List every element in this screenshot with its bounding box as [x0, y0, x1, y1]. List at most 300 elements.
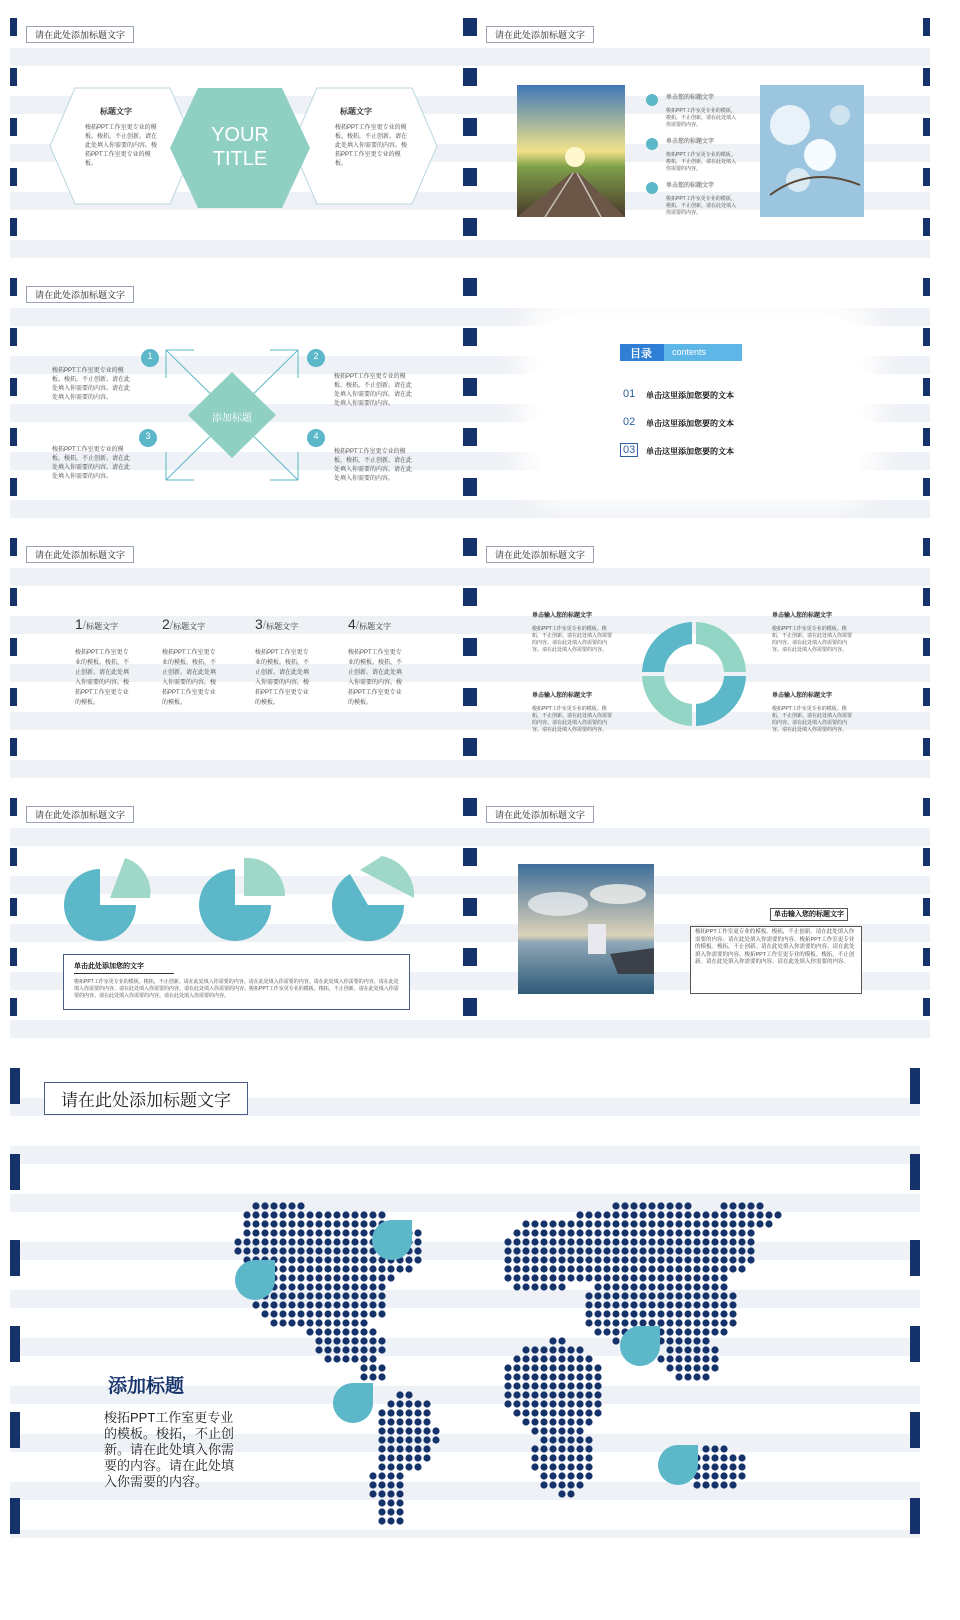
slide-toc[interactable]	[470, 278, 930, 518]
map-dot	[729, 1238, 736, 1245]
map-dot	[594, 1229, 601, 1236]
map-dot	[576, 1445, 583, 1452]
map-dot	[594, 1265, 601, 1272]
map-dot	[684, 1265, 691, 1272]
map-dot	[720, 1328, 727, 1335]
map-dot	[585, 1256, 592, 1263]
map-dot	[333, 1247, 340, 1254]
map-dot	[594, 1220, 601, 1227]
map-dot	[720, 1463, 727, 1470]
map-dot	[657, 1238, 664, 1245]
slide-diamond-cross[interactable]	[10, 278, 470, 518]
right-hex-body: 梭拓PPT工作室更专业的模板。梭拓，不止创新。请在此处填入你需要的内容。梭拓PPT工作室更专业的模板。	[335, 125, 408, 167]
map-dot	[324, 1256, 331, 1263]
map-dot	[378, 1283, 385, 1290]
map-dot	[306, 1247, 313, 1254]
map-dot	[702, 1337, 709, 1344]
map-dot	[693, 1274, 700, 1281]
map-dot	[594, 1382, 601, 1389]
map-dot	[540, 1274, 547, 1281]
map-dot	[648, 1292, 655, 1299]
map-dot	[693, 1292, 700, 1299]
map-dot	[297, 1310, 304, 1317]
map-dot	[612, 1238, 619, 1245]
map-dot	[666, 1256, 673, 1263]
map-dot	[603, 1310, 610, 1317]
map-dot	[333, 1355, 340, 1362]
map-dot	[558, 1256, 565, 1263]
map-dot	[648, 1247, 655, 1254]
map-dot	[729, 1463, 736, 1470]
map-dot	[612, 1301, 619, 1308]
map-dot	[261, 1301, 268, 1308]
map-dot	[567, 1427, 574, 1434]
map-dot	[666, 1346, 673, 1353]
map-dot	[540, 1463, 547, 1470]
map-dot	[360, 1328, 367, 1335]
pie-shape	[332, 856, 414, 941]
map-dot	[576, 1373, 583, 1380]
map-dot	[576, 1355, 583, 1362]
map-dot	[324, 1301, 331, 1308]
map-dot	[657, 1256, 664, 1263]
map-dot	[675, 1292, 682, 1299]
map-dot	[666, 1310, 673, 1317]
toc-item[interactable]: 单击这里添加您要的文本	[646, 447, 734, 456]
slide-edge-bar	[923, 798, 930, 1038]
map-dot	[315, 1337, 322, 1344]
map-dot	[738, 1211, 745, 1218]
map-dot	[657, 1229, 664, 1236]
map-dot	[360, 1364, 367, 1371]
column-item: 4/标题文字 梭拓PPT工作室更专业的模板。梭拓，不止创新。请在此处填入你需要的内容。梭拓PPT工作室更专业的模板。	[348, 616, 403, 706]
map-dot	[324, 1274, 331, 1281]
list-item-body: 梭拓PPT工作室更专业的模板。梭拓，不止创新。请在此处填入你需要的内容。	[666, 108, 737, 128]
map-dot	[738, 1229, 745, 1236]
map-dot	[324, 1265, 331, 1272]
map-dot	[315, 1247, 322, 1254]
map-dot	[387, 1409, 394, 1416]
block-title: 单击输入您的标题文字	[772, 693, 833, 699]
slide-edge-bar	[463, 538, 470, 778]
map-dot	[720, 1445, 727, 1452]
map-dot	[720, 1265, 727, 1272]
block-title: 单击输入您的标题文字	[532, 693, 593, 699]
block-body: 梭拓PPT工作室更专业的模板。梭拓，不止创新。请在此处填入你需要的内容。请在此处填入你需要的内容。请在此处填入你需要的内容。	[772, 626, 853, 653]
map-dot	[540, 1256, 547, 1263]
map-dot	[279, 1319, 286, 1326]
map-dot	[711, 1265, 718, 1272]
map-dot	[360, 1292, 367, 1299]
slide-edge-bar	[470, 538, 477, 778]
map-dot	[369, 1337, 376, 1344]
map-dot	[324, 1283, 331, 1290]
map-dot	[558, 1463, 565, 1470]
map-dot	[378, 1490, 385, 1497]
toc-num: 02	[623, 416, 636, 428]
map-dot	[351, 1310, 358, 1317]
map-dot	[288, 1274, 295, 1281]
map-dot	[675, 1265, 682, 1272]
map-dot	[315, 1220, 322, 1227]
map-dot	[342, 1310, 349, 1317]
map-dot	[558, 1265, 565, 1272]
map-dot	[621, 1247, 628, 1254]
map-dot	[621, 1202, 628, 1209]
map-dot	[333, 1337, 340, 1344]
map-dot	[351, 1256, 358, 1263]
map-dot	[342, 1274, 349, 1281]
column-body: 梭拓PPT工作室更专业的模板。梭拓，不止创新。请在此处填入你需要的内容。梭拓PPT工作室更专业的模板。	[255, 650, 310, 706]
map-dot	[333, 1301, 340, 1308]
map-dot	[702, 1265, 709, 1272]
map-dot	[702, 1229, 709, 1236]
map-dot	[342, 1247, 349, 1254]
map-dot	[252, 1229, 259, 1236]
map-dot	[729, 1319, 736, 1326]
map-dot	[729, 1301, 736, 1308]
map-dot	[279, 1247, 286, 1254]
map-dot	[576, 1247, 583, 1254]
map-dot	[711, 1472, 718, 1479]
text-box-rule	[74, 973, 174, 974]
map-dot	[288, 1301, 295, 1308]
map-dot	[567, 1472, 574, 1479]
map-dot	[540, 1391, 547, 1398]
map-dot	[567, 1418, 574, 1425]
map-dot	[387, 1427, 394, 1434]
map-dot	[630, 1229, 637, 1236]
map-dot	[738, 1454, 745, 1461]
map-dot	[558, 1481, 565, 1488]
map-dot	[531, 1427, 538, 1434]
map-dot	[684, 1247, 691, 1254]
map-dot	[630, 1238, 637, 1245]
map-dot	[549, 1220, 556, 1227]
map-dot	[540, 1265, 547, 1272]
map-dot	[612, 1211, 619, 1218]
map-dot	[738, 1463, 745, 1470]
map-dot	[711, 1283, 718, 1290]
map-dot	[666, 1265, 673, 1272]
map-dot	[288, 1283, 295, 1290]
slide-photo-text[interactable]	[470, 798, 930, 1038]
map-dot	[594, 1247, 601, 1254]
map-dot	[639, 1274, 646, 1281]
map-dot	[288, 1229, 295, 1236]
map-dot	[297, 1202, 304, 1209]
map-dot	[522, 1346, 529, 1353]
map-dot	[549, 1400, 556, 1407]
map-dot	[666, 1274, 673, 1281]
map-dot	[288, 1247, 295, 1254]
badge-number: 1	[147, 351, 153, 361]
map-dot	[612, 1247, 619, 1254]
map-dot	[270, 1319, 277, 1326]
map-dot	[513, 1283, 520, 1290]
map-dot	[315, 1256, 322, 1263]
map-dot	[270, 1292, 277, 1299]
map-dot	[324, 1229, 331, 1236]
map-dot	[549, 1274, 556, 1281]
map-dot	[252, 1211, 259, 1218]
map-dot	[261, 1229, 268, 1236]
map-dot	[729, 1202, 736, 1209]
map-dot	[729, 1454, 736, 1461]
slide-photos-list[interactable]	[470, 18, 930, 258]
map-dot	[261, 1220, 268, 1227]
text-box-title: 单击此处添加您的文字	[74, 963, 144, 970]
map-dot	[567, 1247, 574, 1254]
map-dot	[387, 1490, 394, 1497]
map-dot	[567, 1454, 574, 1461]
map-dot	[378, 1211, 385, 1218]
map-dot	[423, 1400, 430, 1407]
slide-header-title[interactable]: 请在此处添加标题文字	[26, 806, 134, 823]
map-dot	[306, 1328, 313, 1335]
map-dot	[558, 1409, 565, 1416]
map-dot	[711, 1445, 718, 1452]
map-dot	[279, 1202, 286, 1209]
map-dot	[540, 1346, 547, 1353]
slide-header-title[interactable]: 请在此处添加标题文字	[26, 26, 134, 43]
map-dot	[666, 1229, 673, 1236]
map-dot	[702, 1328, 709, 1335]
railway-photo	[517, 85, 625, 217]
map-dot	[324, 1247, 331, 1254]
map-dot	[387, 1508, 394, 1515]
map-dot	[378, 1436, 385, 1443]
map-dot	[666, 1211, 673, 1218]
map-dot	[639, 1202, 646, 1209]
map-dot	[549, 1256, 556, 1263]
map-dot	[378, 1265, 385, 1272]
column-item: 1/标题文字 梭拓PPT工作室更专业的模板。梭拓，不止创新。请在此处填入你需要的内容。梭拓PPT工作室更专业的模板。	[75, 616, 130, 706]
map-dot	[522, 1238, 529, 1245]
map-dot	[684, 1283, 691, 1290]
map-dot	[657, 1202, 664, 1209]
map-dot	[288, 1238, 295, 1245]
map-dot	[711, 1301, 718, 1308]
map-dot	[675, 1247, 682, 1254]
map-dot	[396, 1508, 403, 1515]
map-dot	[558, 1382, 565, 1389]
map-dot	[702, 1301, 709, 1308]
toc-item[interactable]: 单击这里添加您要的文本	[646, 391, 734, 400]
map-dot	[576, 1229, 583, 1236]
slide-header-title[interactable]: 请在此处添加标题文字	[486, 546, 594, 563]
list-item-title: 单击您的标题文字	[666, 139, 715, 145]
map-dot	[288, 1292, 295, 1299]
map-dot	[504, 1382, 511, 1389]
slide-header-title[interactable]: 请在此处添加标题文字	[486, 26, 594, 43]
map-dot	[675, 1337, 682, 1344]
map-dot	[297, 1220, 304, 1227]
map-dot	[639, 1238, 646, 1245]
map-dot	[369, 1481, 376, 1488]
badge-number: 2	[313, 351, 319, 361]
map-dot	[585, 1292, 592, 1299]
map-dot	[396, 1400, 403, 1407]
map-dot	[756, 1211, 763, 1218]
map-dot	[657, 1292, 664, 1299]
slide-edge-bar	[470, 798, 477, 1038]
map-dot	[567, 1229, 574, 1236]
map-dot	[396, 1499, 403, 1506]
slide-header-title[interactable]: 请在此处添加标题文字	[26, 286, 134, 303]
map-dot	[396, 1409, 403, 1416]
map-dot	[432, 1436, 439, 1443]
map-dot	[261, 1202, 268, 1209]
slide-hexagon-title[interactable]	[10, 18, 470, 258]
map-dot	[684, 1301, 691, 1308]
map-dot	[531, 1238, 538, 1245]
map-dot	[612, 1337, 619, 1344]
map-dot	[351, 1265, 358, 1272]
map-dot	[639, 1229, 646, 1236]
toc-title: 目录	[630, 348, 652, 360]
column-title: 标题文字	[266, 622, 299, 631]
map-dot	[414, 1436, 421, 1443]
map-dot	[576, 1472, 583, 1479]
map-dot	[711, 1292, 718, 1299]
map-dot	[540, 1355, 547, 1362]
map-dot	[711, 1319, 718, 1326]
map-dot	[243, 1247, 250, 1254]
map-dot	[270, 1202, 277, 1209]
slide-four-columns[interactable]	[10, 538, 470, 778]
map-dot	[504, 1256, 511, 1263]
map-dot	[729, 1211, 736, 1218]
map-dot	[693, 1319, 700, 1326]
map-dot	[405, 1256, 412, 1263]
map-dot	[531, 1247, 538, 1254]
map-dot	[306, 1274, 313, 1281]
map-dot	[693, 1337, 700, 1344]
map-dot	[513, 1391, 520, 1398]
map-dot	[576, 1346, 583, 1353]
map-dot	[414, 1238, 421, 1245]
slide-world-map[interactable]	[10, 1068, 920, 1538]
map-dot	[702, 1274, 709, 1281]
slide-header-title[interactable]: 请在此处添加标题文字	[44, 1082, 248, 1115]
map-dot	[630, 1247, 637, 1254]
map-dot	[648, 1319, 655, 1326]
map-dot	[639, 1256, 646, 1263]
map-dot	[702, 1346, 709, 1353]
map-dot	[324, 1211, 331, 1218]
map-dot	[711, 1256, 718, 1263]
map-dot	[594, 1409, 601, 1416]
map-dot	[666, 1328, 673, 1335]
map-dot	[270, 1211, 277, 1218]
map-dot	[603, 1319, 610, 1326]
map-dot	[693, 1256, 700, 1263]
toc-num: 03	[620, 443, 638, 457]
map-dot	[693, 1481, 700, 1488]
map-dot	[513, 1247, 520, 1254]
map-dot	[576, 1436, 583, 1443]
left-hex-title: 标题文字	[100, 107, 132, 116]
map-dot	[540, 1427, 547, 1434]
map-dot	[729, 1292, 736, 1299]
map-dot	[666, 1202, 673, 1209]
toc-item[interactable]: 单击这里添加您要的文本	[646, 419, 734, 428]
map-dot	[531, 1355, 538, 1362]
map-dot	[585, 1364, 592, 1371]
map-dot	[333, 1310, 340, 1317]
column-title: 标题文字	[359, 622, 392, 631]
map-dot	[513, 1355, 520, 1362]
map-dot	[540, 1472, 547, 1479]
map-dot	[558, 1472, 565, 1479]
map-dot	[315, 1292, 322, 1299]
map-dot	[585, 1382, 592, 1389]
map-dot	[576, 1220, 583, 1227]
map-dot	[531, 1382, 538, 1389]
map-dot	[306, 1310, 313, 1317]
map-dot	[342, 1301, 349, 1308]
map-dot	[333, 1265, 340, 1272]
map-dot	[522, 1256, 529, 1263]
map-dot	[306, 1301, 313, 1308]
map-dot	[729, 1229, 736, 1236]
map-dot	[621, 1274, 628, 1281]
map-dot	[666, 1364, 673, 1371]
map-dot	[378, 1409, 385, 1416]
slide-ring[interactable]	[470, 538, 930, 778]
item-body: 梭拓PPT工作室更专业的模板。梭拓，不止创新。请在此处填入你需要的内容。请在此处填入你需要的内容。	[334, 449, 413, 482]
photo-text-body: 梭拓PPT工作室更专业的模板。梭拓，不止创新。请在此处填入你需要的内容。请在此处填入你需要的内容。梭拓PPT工作室更专业的模板。梭拓，不止创新。请在此处填入你需要的内容。请在此处填入你需要的内容。梭拓PPT工作室更专业的模板。梭拓，不止创新。请在此处填入你需要的内容。请在此处填入你需要的内容。	[695, 929, 855, 965]
map-dot	[504, 1373, 511, 1380]
slide-edge-bar	[923, 538, 930, 778]
map-dot	[252, 1247, 259, 1254]
map-dot	[558, 1400, 565, 1407]
map-dot	[594, 1283, 601, 1290]
map-dot	[558, 1373, 565, 1380]
map-dot	[702, 1211, 709, 1218]
map-dot	[684, 1337, 691, 1344]
map-dot	[540, 1382, 547, 1389]
map-dot	[531, 1391, 538, 1398]
map-dot	[396, 1427, 403, 1434]
map-dot	[621, 1301, 628, 1308]
map-dot	[342, 1283, 349, 1290]
map-dot	[648, 1256, 655, 1263]
slide-pies[interactable]	[10, 798, 470, 1038]
slide-header-title[interactable]: 请在此处添加标题文字	[486, 806, 594, 823]
map-dot	[585, 1445, 592, 1452]
slide-header-title[interactable]: 请在此处添加标题文字	[26, 546, 134, 563]
map-dot	[351, 1328, 358, 1335]
map-dot	[531, 1220, 538, 1227]
item-body: 梭拓PPT工作室更专业的模板。梭拓，不止创新。请在此处填入你需要的内容。请在此处填入你需要的内容。	[52, 368, 131, 401]
map-dot	[297, 1265, 304, 1272]
map-dot	[342, 1355, 349, 1362]
map-dot	[297, 1211, 304, 1218]
map-dot	[648, 1202, 655, 1209]
map-dot	[414, 1445, 421, 1452]
map-dot	[594, 1274, 601, 1281]
map-dot	[351, 1337, 358, 1344]
map-dot	[414, 1409, 421, 1416]
map-dot	[297, 1238, 304, 1245]
map-dot	[522, 1373, 529, 1380]
map-dot	[342, 1337, 349, 1344]
map-dot	[558, 1247, 565, 1254]
map-dot	[405, 1454, 412, 1461]
map-dot	[738, 1265, 745, 1272]
